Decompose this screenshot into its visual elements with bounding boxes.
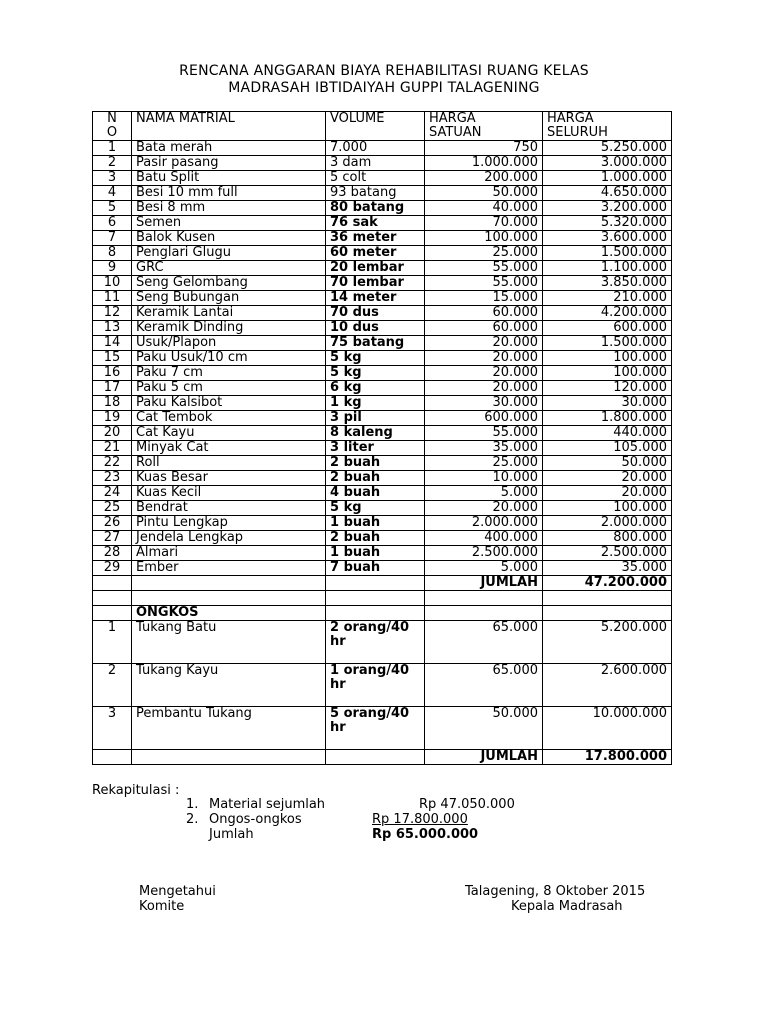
row-volume: 20 lembar [326, 261, 425, 276]
material-row [93, 546, 672, 561]
material-row [93, 471, 672, 486]
row-nama: Besi 8 mm [132, 201, 326, 216]
ongkos-harga-satuan: 65.000 [425, 664, 543, 707]
empty-cell [132, 750, 326, 765]
row-harga-satuan: 20.000 [425, 501, 543, 516]
row-volume: 3 liter [326, 441, 425, 456]
row-nama: Bata merah [132, 141, 326, 156]
empty-cell [93, 576, 132, 591]
material-row [93, 396, 672, 411]
row-harga-seluruh: 1.500.000 [543, 246, 672, 261]
row-harga-seluruh: 3.600.000 [543, 231, 672, 246]
row-harga-seluruh: 4.200.000 [543, 306, 672, 321]
ongkos-row [93, 621, 672, 664]
row-volume: 75 batang [326, 336, 425, 351]
row-no: 13 [93, 321, 132, 336]
empty-cell [425, 606, 543, 621]
row-volume: 4 buah [326, 486, 425, 501]
material-row [93, 276, 672, 291]
material-row [93, 366, 672, 381]
row-harga-satuan: 600.000 [425, 411, 543, 426]
row-harga-satuan: 25.000 [425, 246, 543, 261]
ongkos-header-row [93, 606, 672, 621]
row-harga-satuan: 60.000 [425, 321, 543, 336]
material-row [93, 456, 672, 471]
row-no: 18 [93, 396, 132, 411]
ongkos-harga-seluruh: 2.600.000 [543, 664, 672, 707]
empty-cell [93, 591, 132, 606]
ongkos-volume: 5 orang/40 hr [326, 707, 425, 750]
ongkos-no: 2 [93, 664, 132, 707]
header-harga-satuan: HARGA SATUAN [425, 112, 543, 141]
empty-cell [326, 606, 425, 621]
material-row [93, 171, 672, 186]
signature-left-line1: Mengetahui [139, 884, 216, 899]
rekap-item2-value: Rp 17.800.000 [372, 812, 468, 827]
row-volume: 10 dus [326, 321, 425, 336]
row-no: 17 [93, 381, 132, 396]
row-no: 25 [93, 501, 132, 516]
row-nama: Semen [132, 216, 326, 231]
material-row [93, 516, 672, 531]
row-volume: 2 buah [326, 471, 425, 486]
row-harga-seluruh: 100.000 [543, 351, 672, 366]
row-harga-satuan: 2.000.000 [425, 516, 543, 531]
row-no: 16 [93, 366, 132, 381]
row-harga-seluruh: 800.000 [543, 531, 672, 546]
row-nama: Cat Tembok [132, 411, 326, 426]
row-harga-seluruh: 20.000 [543, 486, 672, 501]
row-no: 23 [93, 471, 132, 486]
row-harga-seluruh: 1.800.000 [543, 411, 672, 426]
material-row [93, 411, 672, 426]
row-no: 11 [93, 291, 132, 306]
row-nama: Usuk/Plapon [132, 336, 326, 351]
row-harga-seluruh: 4.650.000 [543, 186, 672, 201]
empty-cell [326, 750, 425, 765]
row-no: 7 [93, 231, 132, 246]
row-no: 14 [93, 336, 132, 351]
material-row [93, 231, 672, 246]
material-row [93, 246, 672, 261]
row-volume: 7.000 [326, 141, 425, 156]
table-header-row [93, 112, 672, 141]
row-harga-satuan: 5.000 [425, 486, 543, 501]
rekap-item2-no: 2. [186, 812, 199, 827]
row-nama: Keramik Dinding [132, 321, 326, 336]
row-harga-seluruh: 50.000 [543, 456, 672, 471]
row-no: 5 [93, 201, 132, 216]
row-harga-seluruh: 210.000 [543, 291, 672, 306]
ongkos-row [93, 664, 672, 707]
material-row [93, 426, 672, 441]
row-no: 6 [93, 216, 132, 231]
row-harga-satuan: 55.000 [425, 276, 543, 291]
row-nama: Batu Split [132, 171, 326, 186]
material-row [93, 291, 672, 306]
row-nama: Seng Gelombang [132, 276, 326, 291]
row-volume: 5 kg [326, 366, 425, 381]
row-harga-satuan: 2.500.000 [425, 546, 543, 561]
ongkos-header: ONGKOS [132, 606, 326, 621]
row-volume: 80 batang [326, 201, 425, 216]
ongkos-total-row [93, 750, 672, 765]
material-row [93, 501, 672, 516]
row-harga-satuan: 20.000 [425, 351, 543, 366]
row-harga-satuan: 750 [425, 141, 543, 156]
row-nama: Minyak Cat [132, 441, 326, 456]
row-volume: 3 dam [326, 156, 425, 171]
ongkos-harga-seluruh: 5.200.000 [543, 621, 672, 664]
row-volume: 1 kg [326, 396, 425, 411]
empty-cell [543, 606, 672, 621]
row-harga-seluruh: 3.850.000 [543, 276, 672, 291]
row-nama: Jendela Lengkap [132, 531, 326, 546]
row-harga-satuan: 200.000 [425, 171, 543, 186]
row-nama: Pasir pasang [132, 156, 326, 171]
material-row [93, 531, 672, 546]
material-row [93, 201, 672, 216]
row-harga-satuan: 70.000 [425, 216, 543, 231]
row-no: 26 [93, 516, 132, 531]
row-volume: 3 pil [326, 411, 425, 426]
material-row [93, 156, 672, 171]
row-volume: 5 kg [326, 351, 425, 366]
row-harga-seluruh: 1.000.000 [543, 171, 672, 186]
header-harga-seluruh: HARGA SELURUH [543, 112, 672, 141]
row-volume: 8 kaleng [326, 426, 425, 441]
rekap-label: Rekapitulasi : [92, 783, 180, 798]
row-harga-satuan: 15.000 [425, 291, 543, 306]
material-total-row [93, 576, 672, 591]
document-title-line2: MADRASAH IBTIDAIYAH GUPPI TALAGENING [228, 80, 540, 96]
row-no: 12 [93, 306, 132, 321]
rekap-item1-no: 1. [186, 797, 199, 812]
row-volume: 5 colt [326, 171, 425, 186]
row-volume: 60 meter [326, 246, 425, 261]
row-harga-seluruh: 1.500.000 [543, 336, 672, 351]
material-row [93, 261, 672, 276]
signature-right-line2: Kepala Madrasah [511, 899, 623, 914]
row-harga-satuan: 1.000.000 [425, 156, 543, 171]
row-harga-seluruh: 100.000 [543, 366, 672, 381]
row-harga-satuan: 25.000 [425, 456, 543, 471]
row-no: 22 [93, 456, 132, 471]
row-no: 28 [93, 546, 132, 561]
row-harga-satuan: 10.000 [425, 471, 543, 486]
row-volume: 36 meter [326, 231, 425, 246]
rekap-item1-label: Material sejumlah [209, 797, 326, 812]
ongkos-harga-seluruh: 10.000.000 [543, 707, 672, 750]
row-harga-satuan: 5.000 [425, 561, 543, 576]
material-row [93, 336, 672, 351]
row-volume: 2 buah [326, 531, 425, 546]
row-no: 1 [93, 141, 132, 156]
row-harga-seluruh: 30.000 [543, 396, 672, 411]
ongkos-nama: Tukang Batu [132, 621, 326, 664]
row-nama: Ember [132, 561, 326, 576]
row-nama: Paku Usuk/10 cm [132, 351, 326, 366]
row-no: 27 [93, 531, 132, 546]
row-no: 3 [93, 171, 132, 186]
ongkos-harga-satuan: 50.000 [425, 707, 543, 750]
row-no: 15 [93, 351, 132, 366]
row-harga-seluruh: 440.000 [543, 426, 672, 441]
rekap-total-label: Jumlah [209, 827, 254, 842]
row-volume: 1 buah [326, 516, 425, 531]
row-nama: Pintu Lengkap [132, 516, 326, 531]
row-no: 8 [93, 246, 132, 261]
row-harga-satuan: 55.000 [425, 426, 543, 441]
row-nama: Balok Kusen [132, 231, 326, 246]
row-nama: Besi 10 mm full [132, 186, 326, 201]
ongkos-total-label: JUMLAH [425, 750, 543, 765]
empty-cell [132, 576, 326, 591]
row-nama: Seng Bubungan [132, 291, 326, 306]
ongkos-volume: 2 orang/40 hr [326, 621, 425, 664]
material-row [93, 321, 672, 336]
material-row [93, 486, 672, 501]
row-harga-satuan: 20.000 [425, 336, 543, 351]
row-no: 20 [93, 426, 132, 441]
row-volume: 93 batang [326, 186, 425, 201]
material-total-label: JUMLAH [425, 576, 543, 591]
row-harga-seluruh: 5.320.000 [543, 216, 672, 231]
row-nama: Paku Kalsibot [132, 396, 326, 411]
row-volume: 76 sak [326, 216, 425, 231]
row-no: 29 [93, 561, 132, 576]
row-nama: Kuas Besar [132, 471, 326, 486]
material-row [93, 216, 672, 231]
rekap-item2-label: Ongos-ongkos [209, 812, 302, 827]
row-nama: Paku 5 cm [132, 381, 326, 396]
row-harga-seluruh: 35.000 [543, 561, 672, 576]
ongkos-nama: Pembantu Tukang [132, 707, 326, 750]
row-harga-seluruh: 120.000 [543, 381, 672, 396]
row-harga-satuan: 100.000 [425, 231, 543, 246]
row-nama: Penglari Glugu [132, 246, 326, 261]
row-harga-satuan: 30.000 [425, 396, 543, 411]
row-harga-satuan: 60.000 [425, 306, 543, 321]
empty-cell [326, 591, 425, 606]
row-harga-satuan: 40.000 [425, 201, 543, 216]
row-volume: 70 lembar [326, 276, 425, 291]
ongkos-harga-satuan: 65.000 [425, 621, 543, 664]
ongkos-volume: 1 orang/40 hr [326, 664, 425, 707]
header-no: N O [93, 112, 132, 141]
ongkos-total-value: 17.800.000 [543, 750, 672, 765]
row-harga-satuan: 20.000 [425, 381, 543, 396]
row-nama: Almari [132, 546, 326, 561]
row-harga-seluruh: 5.250.000 [543, 141, 672, 156]
ongkos-no: 3 [93, 707, 132, 750]
row-nama: Paku 7 cm [132, 366, 326, 381]
row-volume: 70 dus [326, 306, 425, 321]
header-nama: NAMA MATRIAL [132, 112, 326, 141]
row-harga-satuan: 55.000 [425, 261, 543, 276]
row-harga-satuan: 400.000 [425, 531, 543, 546]
row-no: 9 [93, 261, 132, 276]
ongkos-no: 1 [93, 621, 132, 664]
row-volume: 7 buah [326, 561, 425, 576]
row-nama: Bendrat [132, 501, 326, 516]
header-volume: VOLUME [326, 112, 425, 141]
material-row [93, 141, 672, 156]
rekap-total-value: Rp 65.000.000 [372, 827, 479, 842]
row-nama: Cat Kayu [132, 426, 326, 441]
row-harga-satuan: 20.000 [425, 366, 543, 381]
empty-cell [93, 606, 132, 621]
row-harga-satuan: 50.000 [425, 186, 543, 201]
row-no: 19 [93, 411, 132, 426]
material-row [93, 351, 672, 366]
row-harga-seluruh: 20.000 [543, 471, 672, 486]
material-row [93, 306, 672, 321]
row-harga-seluruh: 3.000.000 [543, 156, 672, 171]
row-no: 2 [93, 156, 132, 171]
material-row [93, 441, 672, 456]
row-nama: GRC [132, 261, 326, 276]
ongkos-nama: Tukang Kayu [132, 664, 326, 707]
row-harga-seluruh: 105.000 [543, 441, 672, 456]
row-harga-seluruh: 3.200.000 [543, 201, 672, 216]
material-total-value: 47.200.000 [543, 576, 672, 591]
document-title-line1: RENCANA ANGGARAN BIAYA REHABILITASI RUANG KELAS [179, 63, 589, 79]
budget-table [92, 111, 672, 765]
row-harga-satuan: 35.000 [425, 441, 543, 456]
material-row [93, 381, 672, 396]
row-no: 24 [93, 486, 132, 501]
row-harga-seluruh: 100.000 [543, 501, 672, 516]
row-harga-seluruh: 2.000.000 [543, 516, 672, 531]
row-volume: 2 buah [326, 456, 425, 471]
row-volume: 6 kg [326, 381, 425, 396]
empty-cell [543, 591, 672, 606]
row-nama: Roll [132, 456, 326, 471]
row-volume: 5 kg [326, 501, 425, 516]
signature-right-line1: Talagening, 8 Oktober 2015 [465, 884, 646, 899]
row-nama: Keramik Lantai [132, 306, 326, 321]
empty-cell [326, 576, 425, 591]
rekap-item1-value: Rp 47.050.000 [419, 797, 515, 812]
row-volume: 14 meter [326, 291, 425, 306]
row-harga-seluruh: 600.000 [543, 321, 672, 336]
row-no: 10 [93, 276, 132, 291]
empty-cell [425, 591, 543, 606]
empty-cell [93, 750, 132, 765]
row-nama: Kuas Kecil [132, 486, 326, 501]
material-row [93, 186, 672, 201]
row-no: 21 [93, 441, 132, 456]
row-harga-seluruh: 1.100.000 [543, 261, 672, 276]
material-row [93, 561, 672, 576]
ongkos-row [93, 707, 672, 750]
empty-cell [132, 591, 326, 606]
signature-left-line2: Komite [139, 899, 185, 914]
row-no: 4 [93, 186, 132, 201]
blank-row [93, 591, 672, 606]
row-volume: 1 buah [326, 546, 425, 561]
row-harga-seluruh: 2.500.000 [543, 546, 672, 561]
